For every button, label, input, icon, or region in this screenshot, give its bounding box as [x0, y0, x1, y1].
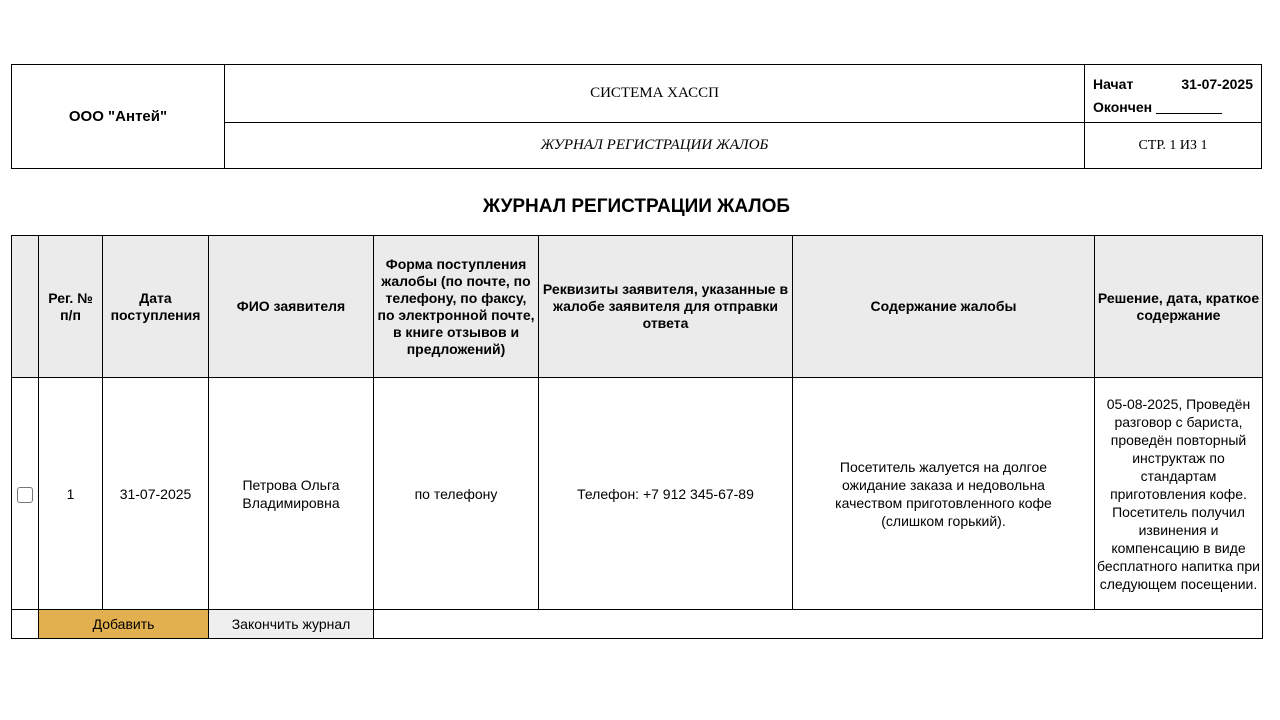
actions-spacer	[12, 610, 39, 639]
actions-row	[12, 610, 1263, 639]
system-title: СИСТЕМА ХАССП	[225, 65, 1085, 123]
row-select-cell	[12, 378, 39, 610]
table-row	[12, 378, 1263, 610]
select-column-header	[12, 236, 39, 378]
column-header-decision: Решение, дата, краткое содержание	[1095, 236, 1263, 378]
journal-dates	[1085, 65, 1262, 123]
actions-empty-area	[374, 610, 1263, 639]
cell-reg-number: 1	[39, 378, 103, 610]
cell-contacts: Телефон: +7 912 345-67-89	[539, 378, 793, 610]
started-label: Начат	[1093, 75, 1134, 92]
started-date: 31-07-2025	[1181, 75, 1253, 92]
page-title: ЖУРНАЛ РЕГИСТРАЦИИ ЖАЛОБ	[482, 196, 791, 217]
cell-content: Посетитель жалуется на долгое ожидание заказа и недовольна качеством приготовленного кофе (слишком горький).	[793, 378, 1095, 610]
table-header-row	[12, 236, 1263, 378]
organization-name: ООО "Антей"	[12, 65, 225, 169]
finished-date-blank	[1156, 101, 1222, 114]
column-header-contacts: Реквизиты заявителя, указанные в жалобе заявителя для отправки ответа	[539, 236, 793, 378]
complaints-table	[11, 235, 1263, 639]
column-header-form: Форма поступления жалобы (по почте, по телефону, по факсу, по электронной почте, в книге отзывов и предложений)	[374, 236, 539, 378]
cell-date: 31-07-2025	[103, 378, 209, 610]
add-button[interactable]: Добавить	[39, 610, 209, 639]
document-header	[11, 64, 1262, 169]
column-header-reg-number: Рег. № п/п	[39, 236, 103, 378]
column-header-content: Содержание жалобы	[793, 236, 1095, 378]
finished-label: Окончен	[1093, 99, 1153, 115]
page-number: СТР. 1 ИЗ 1	[1085, 123, 1262, 169]
row-checkbox[interactable]	[17, 487, 33, 503]
column-header-name: ФИО заявителя	[209, 236, 374, 378]
column-header-date: Дата поступления	[103, 236, 209, 378]
finish-journal-button[interactable]: Закончить журнал	[209, 610, 374, 639]
cell-decision: 05-08-2025, Проведён разговор с бариста, проведён повторный инструктаж по стандартам приготовления кофе. Посетитель получил извинения и компенсацию в виде бесплатного напитка при следующем посещении.	[1095, 378, 1263, 610]
journal-subtitle: ЖУРНАЛ РЕГИСТРАЦИИ ЖАЛОБ	[225, 123, 1085, 169]
cell-name: Петрова Ольга Владимировна	[209, 378, 374, 610]
cell-form: по телефону	[374, 378, 539, 610]
